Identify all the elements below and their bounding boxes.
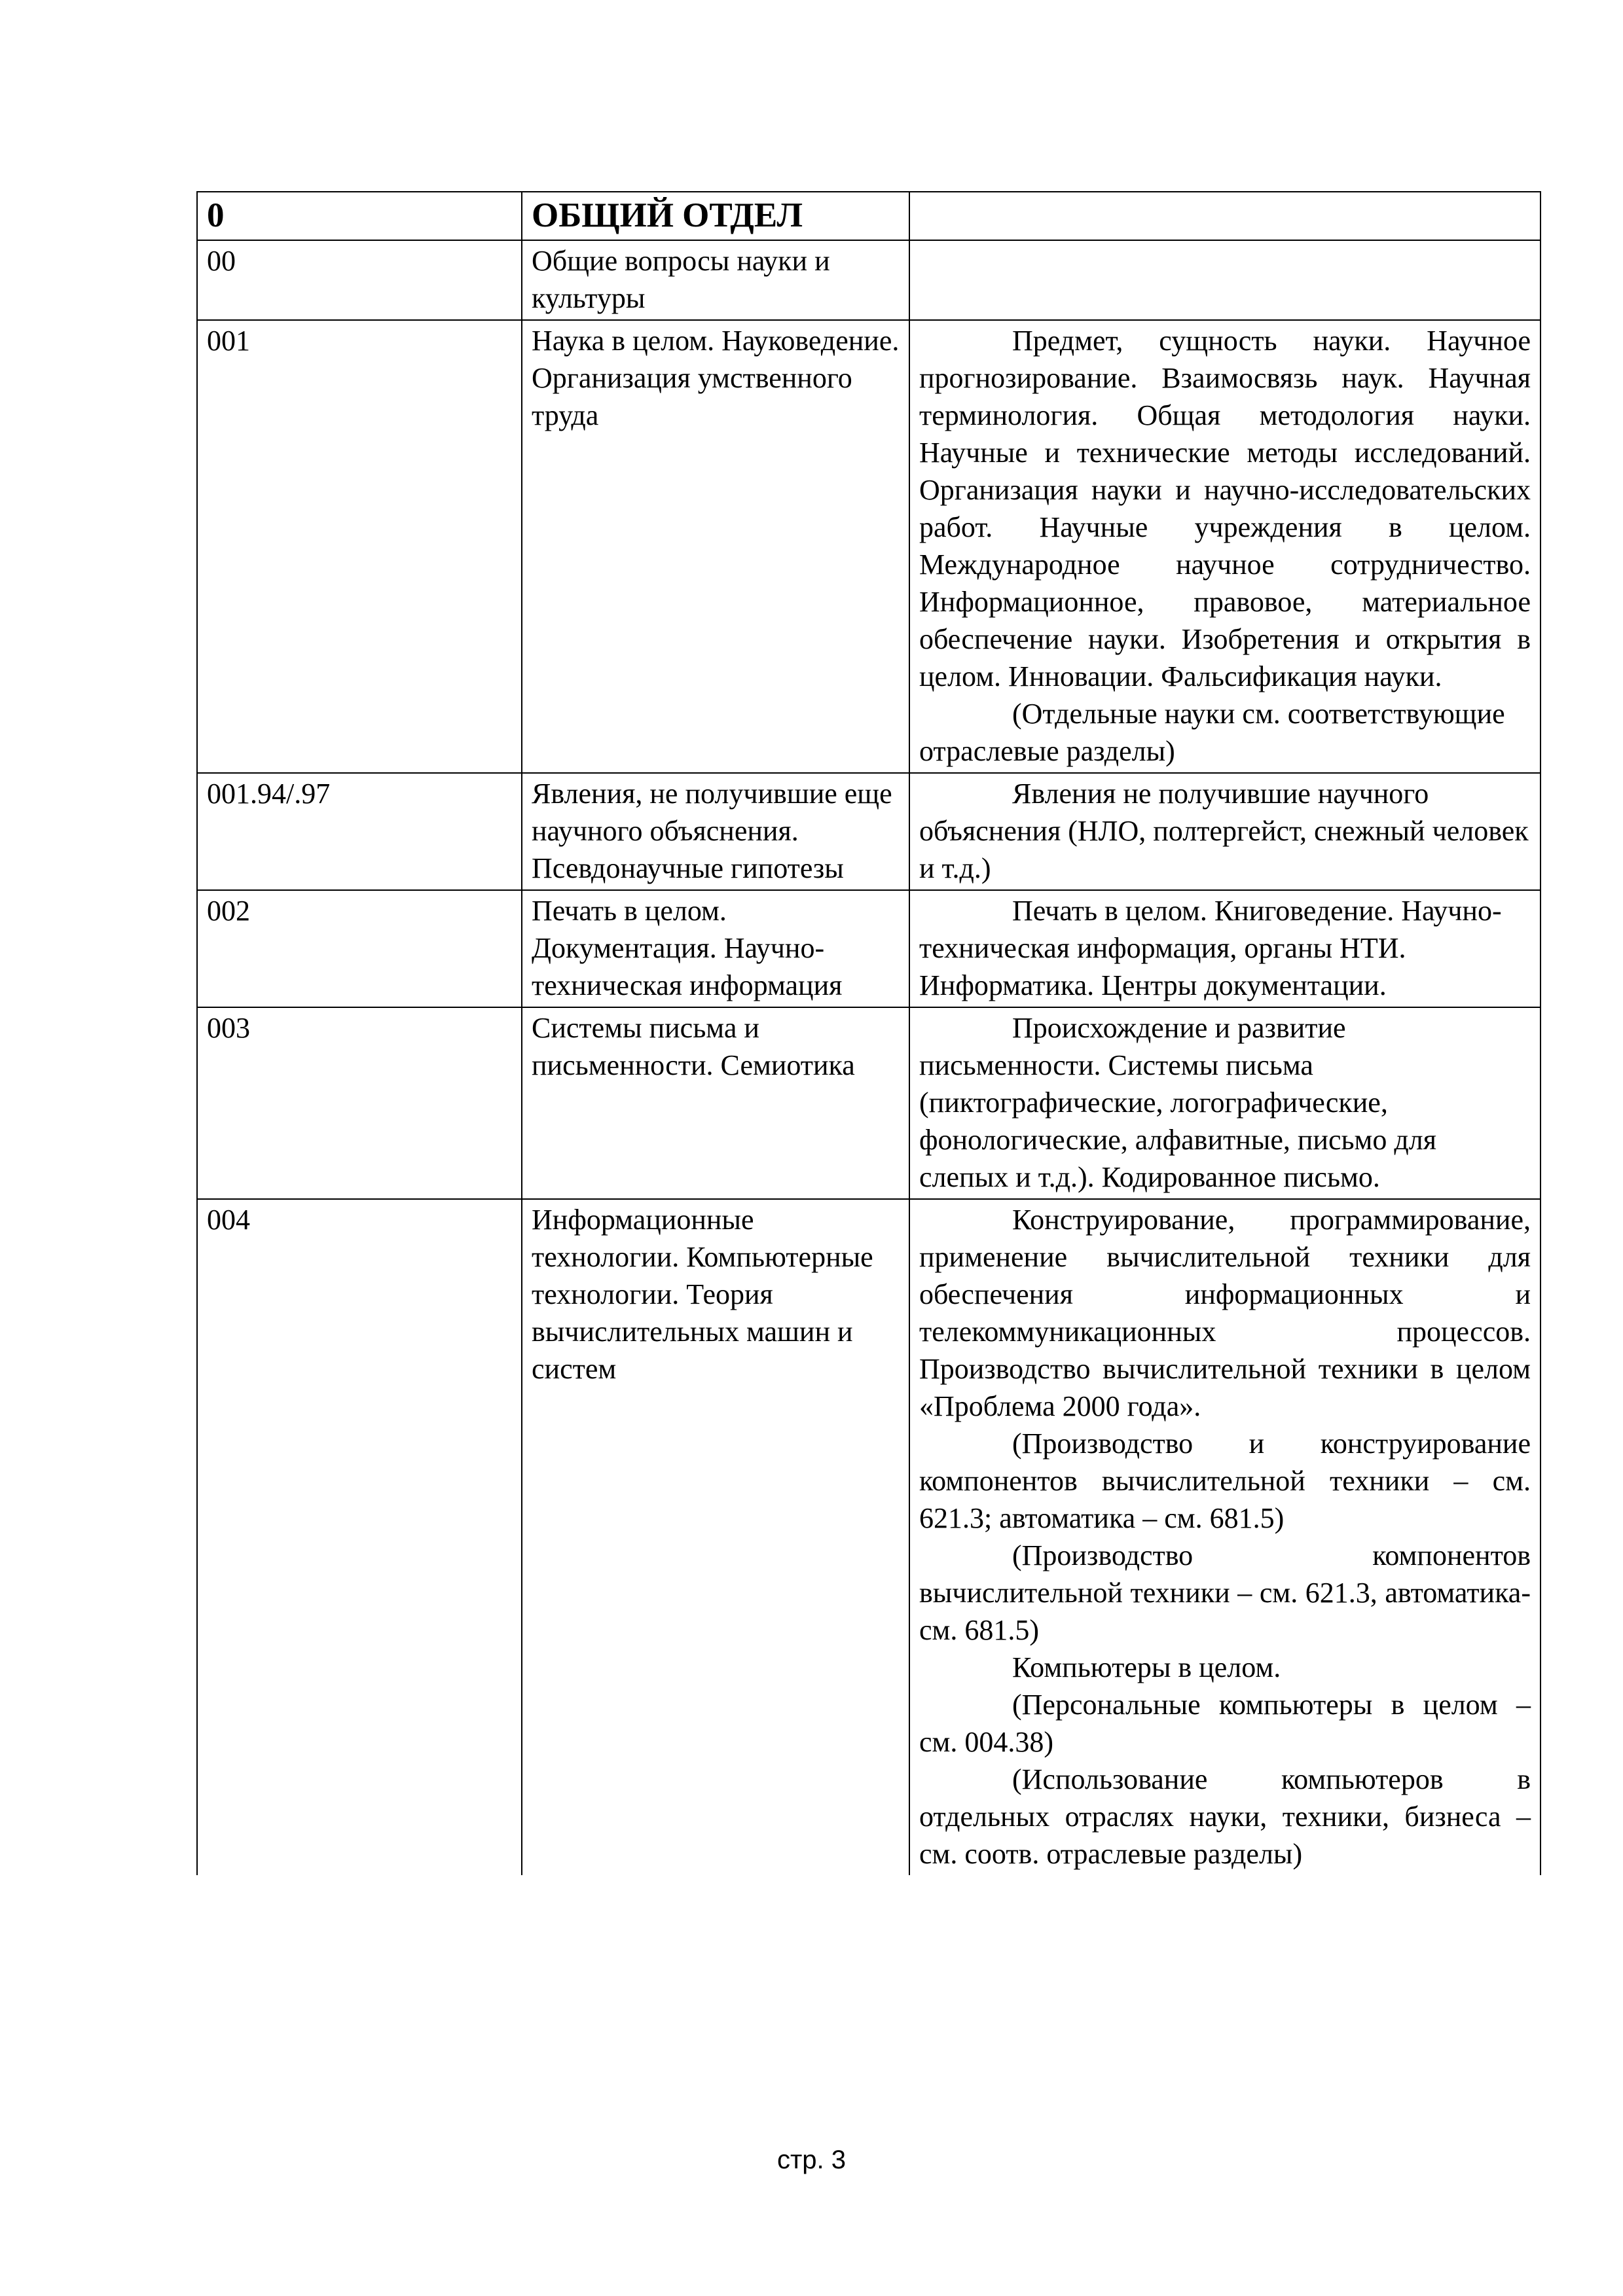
row-description [909, 320, 1541, 773]
description-paragraph: Печать в целом. Книговедение. Научно-техническая информация, органы НТИ. Информатика. Центры документации. [919, 895, 1502, 1001]
classification-table [196, 191, 1541, 1875]
section-header-row [197, 192, 1541, 240]
row-description [909, 240, 1541, 320]
table-row [197, 890, 1541, 1007]
section-title: ОБЩИЙ ОТДЕЛ [522, 192, 909, 240]
section-description [909, 192, 1541, 240]
section-code: 0 [197, 192, 522, 240]
row-title: Системы письма и письменности. Семиотика [522, 1007, 909, 1199]
description-paragraph: (Производство и конструирование компонентов вычислительной техники – см. 621.3; автоматика – см. 681.5) [919, 1427, 1531, 1534]
row-code: 001.94/.97 [197, 773, 522, 890]
row-description [909, 890, 1541, 1007]
description-paragraph: Компьютеры в целом. [1012, 1651, 1281, 1683]
row-description [909, 1199, 1541, 1875]
row-code: 00 [197, 240, 522, 320]
description-paragraph: (Персональные компьютеры в целом – см. 004.38) [919, 1689, 1531, 1758]
table-row [197, 773, 1541, 890]
description-paragraph: Происхождение и развитие письменности. Системы письма (пиктографические, логографические, фонологические, алфавитные, письмо для слепых и т.д.). Кодированное письмо. [919, 1012, 1436, 1193]
description-paragraph: Явления не получившие научного объяснения (НЛО, полтергейст, снежный человек и т.д.) [919, 778, 1529, 884]
table-row [197, 320, 1541, 773]
page-number: стр. 3 [776, 2145, 847, 2174]
description-paragraph: (Отдельные науки см. соответствующие отраслевые разделы) [919, 698, 1505, 767]
row-code: 003 [197, 1007, 522, 1199]
row-code: 001 [197, 320, 522, 773]
table-row [197, 1199, 1541, 1875]
description-paragraph: (Производство компонентов вычислительной техники – см. 621.3, автоматика- см. 681.5) [919, 1539, 1531, 1646]
row-code: 002 [197, 890, 522, 1007]
row-title: Общие вопросы науки и культуры [522, 240, 909, 320]
row-title: Информационные технологии. Компьютерные технологии. Теория вычислительных машин и систем [522, 1199, 909, 1875]
row-title: Наука в целом. Науковедение. Организация умственного труда [522, 320, 909, 773]
table-row [197, 240, 1541, 320]
table-row [197, 1007, 1541, 1199]
description-paragraph: (Использование компьютеров в отдельных отраслях науки, техники, бизнеса – см. соотв. отраслевые разделы) [919, 1763, 1531, 1870]
row-description [909, 1007, 1541, 1199]
row-title: Явления, не получившие еще научного объяснения. Псевдонаучные гипотезы [522, 773, 909, 890]
description-paragraph: Предмет, сущность науки. Научное прогнозирование. Взаимосвязь наук. Научная терминология. Общая методология науки. Научные и технические методы исследований. Организация науки и научно-исследовательских работ. Научные учреждения в целом. Международное научное сотрудничество. Информационное, правовое, материальное обеспечение науки. Изобретения и открытия в целом. Инновации. Фальсификация науки. [919, 325, 1531, 692]
row-description [909, 773, 1541, 890]
description-paragraph: Конструирование, программирование, применение вычислительной техники для обеспечения информационных и телекоммуникационных процессов. Производство вычислительной техники в целом «Проблема 2000 года». [919, 1204, 1531, 1422]
row-code: 004 [197, 1199, 522, 1875]
row-title: Печать в целом. Документация. Научно-техническая информация [522, 890, 909, 1007]
